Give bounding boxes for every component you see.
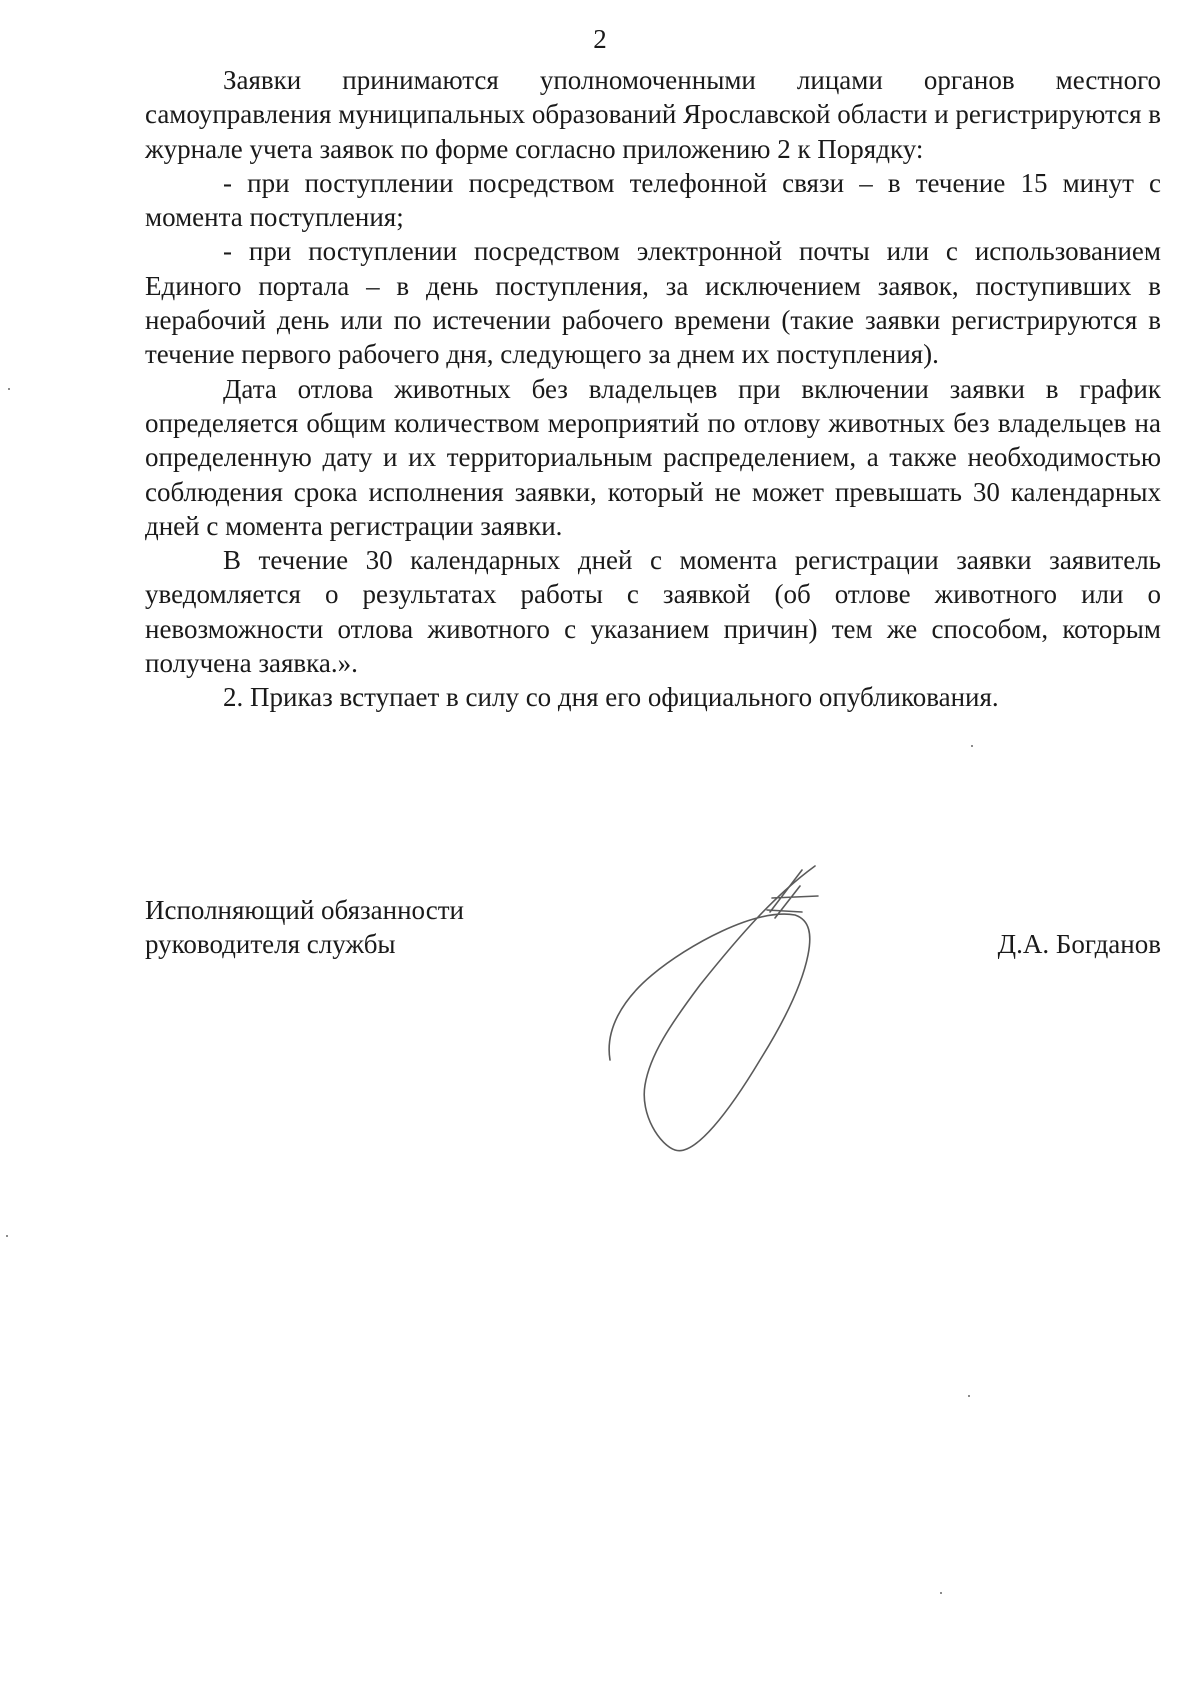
paragraph-effective-date: 2. Приказ вступает в силу со дня его официального опубликования. bbox=[223, 682, 999, 713]
scan-speck bbox=[968, 1395, 970, 1397]
handwritten-signature bbox=[570, 860, 890, 1160]
signer-name: Д.А. Богданов bbox=[997, 929, 1161, 959]
signer-title-line-1: Исполняющий обязанности bbox=[145, 895, 464, 925]
scan-speck bbox=[971, 745, 973, 747]
paragraph-phone: - при поступлении посредством телефонной связи – в течение 15 минут с момента поступления; bbox=[145, 167, 1161, 233]
paragraph-applications: Заявки принимаются уполномоченными лицами органов местного самоуправления муниципальных образований Ярославской области и регистрируются в журнале учета заявок по форме согласно приложению 2 к Порядку: bbox=[145, 65, 1161, 164]
scan-speck bbox=[6, 1235, 8, 1237]
page-number: 2 bbox=[593, 24, 607, 54]
paragraph-email: - при поступлении посредством электронной почты или с использованием Единого портала – в день поступления, за исключением заявок, поступивших в нерабочий день или по истечении рабочего времени (такие заявки регистрируются в течение первого рабочего дня, следующего за днем их поступления). bbox=[145, 236, 1161, 370]
scan-speck bbox=[940, 1592, 942, 1594]
document-body bbox=[145, 63, 1161, 715]
scan-speck bbox=[8, 388, 10, 390]
paragraph-notification: В течение 30 календарных дней с момента регистрации заявки заявитель уведомляется о результатах работы с заявкой (об отлове животного или о невозможности отлова животного с указанием причин) тем же способом, которым получена заявка.». bbox=[145, 545, 1161, 679]
signer-title bbox=[145, 893, 464, 962]
signer-title-line-2: руководителя службы bbox=[145, 929, 396, 960]
paragraph-capture-date: Дата отлова животных без владельцев при включении заявки в график определяется общим количеством мероприятий по отлову животных без владельцев на определенную дату и их территориальным распределением, а также необходимостью соблюдения срока исполнения заявки, который не может превышать 30 календарных дней с момента регистрации заявки. bbox=[145, 373, 1161, 541]
